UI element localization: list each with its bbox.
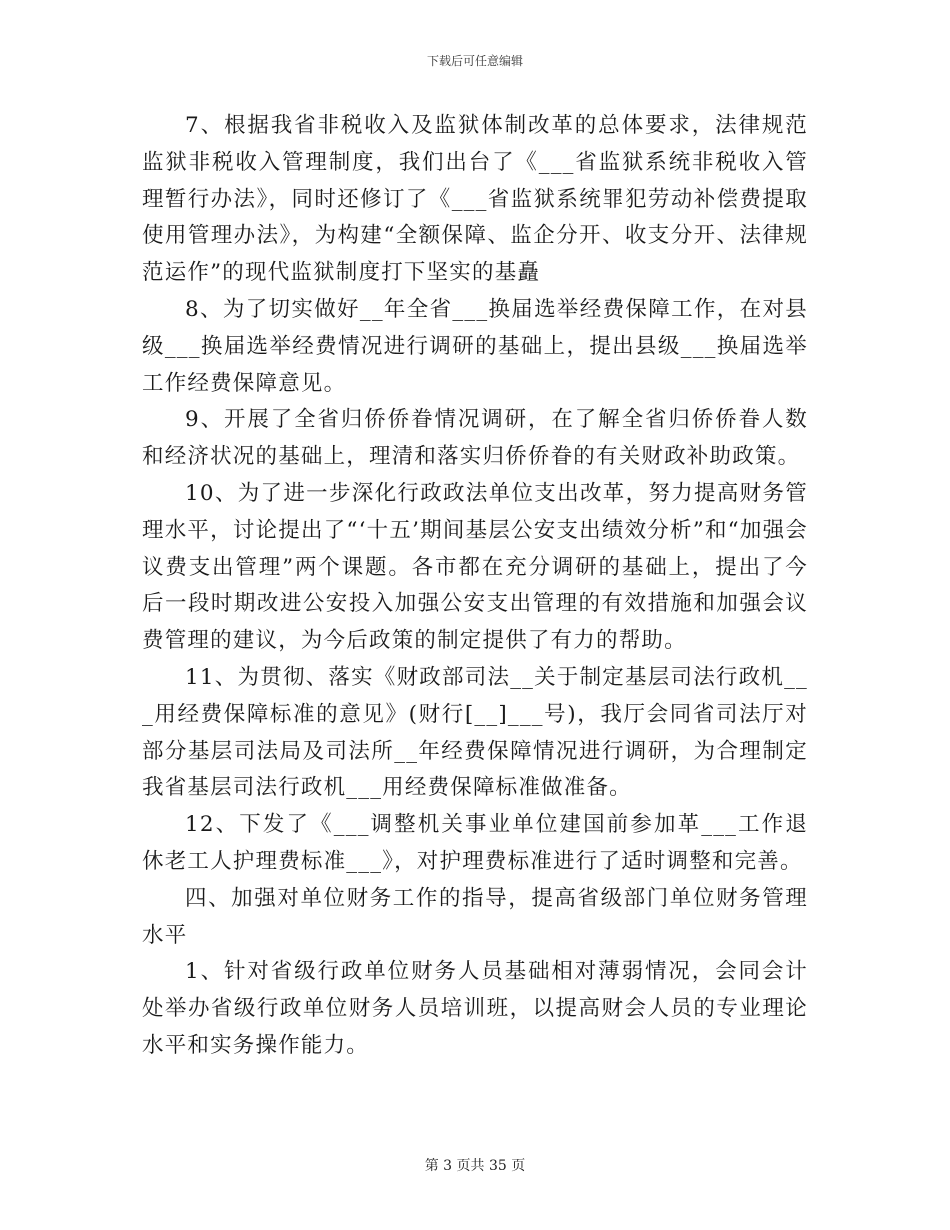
paragraph-item-10: 10、为了进一步深化行政政法单位支出改革，努力提高财务管理水平，讨论提出了“‘十五’期间基层公安支出绩效分析”和“加强会议费支出管理”两个课题。各市都在充分调研的基础上，提出了今后一段时期改进公安投入加强公安支出管理的有效措施和加强会议费管理的建议，为今后政策的制定提供了有力的帮助。 (142, 480, 808, 654)
section-heading-4: 四、加强对单位财务工作的指导，提高省级部门单位财务管理水平 (142, 885, 808, 948)
paragraph-item-1: 1、针对省级行政单位财务人员基础相对薄弱情况，会同会计处举办省级行政单位财务人员培训班，以提高财会人员的专业理论水平和实务操作能力。 (142, 959, 808, 1058)
page-header: 下载后可任意编辑 (426, 54, 523, 68)
paragraph-item-9: 9、开展了全省归侨侨眷情况调研，在了解全省归侨侨眷人数和经济状况的基础上，理清和落实归侨侨眷的有关财政补助政策。 (142, 407, 808, 470)
page-footer: 第 3 页共 35 页 (424, 1158, 526, 1174)
paragraph-item-12: 12、下发了《___调整机关事业单位建国前参加革___工作退休老工人护理费标准___》，对护理费标准进行了适时调整和完善。 (142, 812, 808, 874)
paragraph-item-7: 7、根据我省非税收入及监狱体制改革的总体要求，法律规范监狱非税收入管理制度，我们出台了《___省监狱系统非税收入管理暂行办法》，同时还修订了《___省监狱系统罪犯劳动补偿费提取使用管理办法》，为构建“全额保障、监企分开、收支分开、法律规范运作”的现代监狱制度打下坚实的基矗 (142, 113, 808, 286)
document-body (142, 108, 808, 1065)
paragraph-item-8: 8、为了切实做好__年全省___换届选举经费保障工作，在对县级___换届选举经费情况进行调研的基础上，提出县级___换届选举工作经费保障意见。 (142, 296, 808, 396)
paragraph-item-11: 11、为贯彻、落实《财政部司法__关于制定基层司法行政机___用经费保障标准的意见》(财行[__]___号)，我厅会同省司法厅对部分基层司法局及司法所__年经费保障情况进行调研，为合理制定我省基层司法行政机___用经费保障标准做准备。 (142, 664, 808, 801)
